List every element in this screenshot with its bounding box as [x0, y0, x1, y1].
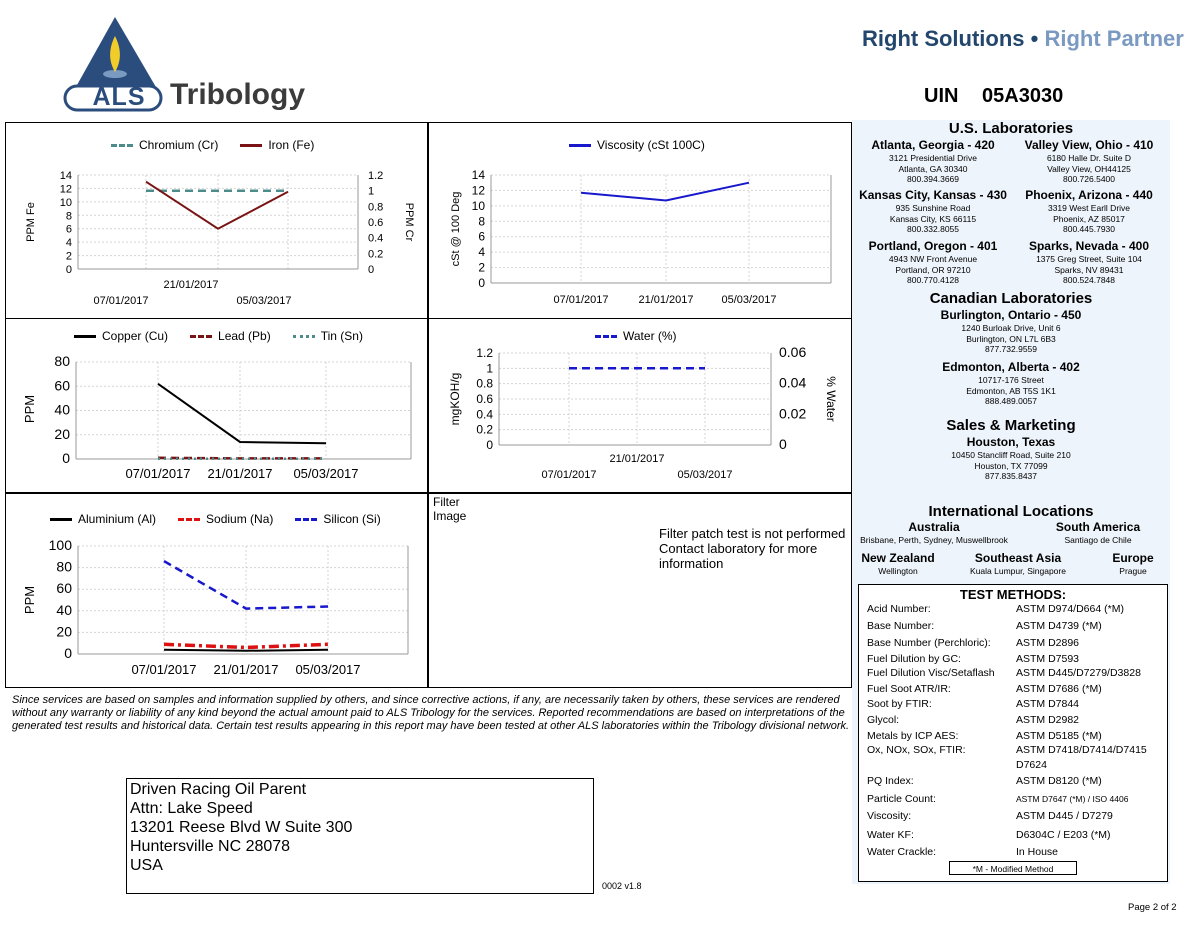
- right-tick-label: 0.02: [779, 405, 807, 422]
- intl-sub: Santiago de Chile: [1064, 535, 1132, 545]
- lab-title: Kansas City, Kansas - 430: [859, 188, 1007, 202]
- test-method-name: Water KF:: [867, 829, 914, 841]
- filter-label-line1: Filter: [433, 495, 460, 509]
- chart-svg: [429, 319, 850, 491]
- y-tick-label: 0: [478, 276, 485, 290]
- intl-title: New Zealand: [861, 551, 935, 565]
- chart-svg: [429, 123, 850, 317]
- lab-city: Valley View, OH44125: [1047, 163, 1131, 174]
- test-methods-title: TEST METHODS:: [959, 587, 1067, 602]
- lab-street: 1375 Greg Street, Suite 104: [1036, 254, 1142, 264]
- y-axis-title: PPM: [22, 585, 37, 615]
- lab-title: Burlington, Ontario - 450: [940, 308, 1082, 322]
- y-tick-label: 0.8: [476, 376, 493, 391]
- test-method-standard: D6304C / E203 (*M): [1016, 829, 1111, 841]
- tagline-separator: •: [1030, 26, 1039, 51]
- lab-title: Valley View, Ohio - 410: [1024, 138, 1154, 152]
- y-tick-label: 12: [59, 183, 72, 196]
- y-tick-label: 14: [471, 168, 485, 182]
- test-method-name: Acid Number:: [867, 603, 931, 615]
- test-method-standard: ASTM D974/D664 (*M): [1016, 603, 1124, 615]
- lab-city: Burlington, ON L7L 6B3: [966, 333, 1056, 344]
- modified-method-note: *M - Modified Method: [949, 861, 1077, 875]
- y-tick-label: 6: [65, 223, 72, 236]
- lab-title: Phoenix, Arizona - 440: [1025, 188, 1153, 202]
- us-labs-heading: U.S. Laboratories: [948, 120, 1074, 137]
- test-method-standard: ASTM D7418/D7414/D7415 D7624: [1016, 744, 1147, 771]
- y-tick-label: 0.2: [476, 422, 493, 437]
- chart-panel-viscosity: [428, 122, 852, 319]
- y-axis-title: PPM: [22, 394, 37, 424]
- als-logo: [60, 14, 350, 118]
- intl-australia: [854, 520, 1014, 546]
- test-method-standard: ASTM D4739 (*M): [1016, 620, 1102, 632]
- chart-panel-water: [428, 318, 852, 493]
- x-tick-label: 05/03/2017: [677, 469, 733, 481]
- y-tick-label: 80: [56, 558, 72, 575]
- y-tick-label: 20: [56, 623, 72, 640]
- uin: [924, 85, 1063, 108]
- y-tick-label: 1.2: [476, 346, 493, 360]
- lab-city: Sparks, NV 89431: [1054, 264, 1124, 275]
- x-tick-label: 21/01/2017: [213, 662, 279, 677]
- right-tick-label: 1: [368, 185, 375, 198]
- y-axis-title: cSt @ 100 Deg: [450, 191, 462, 267]
- lab-street: 3319 West Earll Drive: [1047, 203, 1131, 213]
- legend-label: Lead (Pb): [218, 329, 271, 343]
- sales-street: 10450 Stancliff Road, Suite 210: [951, 450, 1071, 460]
- y-tick-label: 0.4: [476, 407, 493, 422]
- legend-label: Iron (Fe): [268, 138, 315, 152]
- y-tick-label: 40: [56, 601, 72, 618]
- test-method-name: Base Number (Perchloric):: [867, 637, 991, 649]
- intl-sub: Brisbane, Perth, Sydney, Muswellbrook: [860, 535, 1008, 545]
- lab-street: 3121 Presidential Drive: [889, 153, 977, 163]
- sales-heading: Sales & Marketing: [946, 417, 1076, 434]
- legend-label: Sodium (Na): [206, 512, 274, 526]
- test-method-name: Fuel Dilution Visc/Setaflash: [867, 667, 995, 679]
- chart-svg: [6, 123, 426, 317]
- intl-new-zealand: [856, 551, 940, 577]
- x-tick-label: 05/03/2017: [236, 295, 292, 307]
- test-method-name: Viscosity:: [867, 810, 912, 822]
- legend-label: Water (%): [623, 329, 677, 343]
- tagline-right-partner: Right Partner: [1044, 26, 1184, 51]
- y-tick-label: 100: [48, 537, 72, 553]
- lab-title: Portland, Oregon - 401: [868, 239, 998, 253]
- filter-label: [433, 495, 466, 523]
- x-tick-label: 05/03/2017: [721, 294, 777, 306]
- test-method-standard: ASTM D7844: [1016, 698, 1080, 710]
- x-tick-label: 05/03/2017: [295, 662, 361, 677]
- lab-phone: 800.394.3669: [907, 174, 959, 184]
- y-tick-label: 4: [65, 237, 72, 250]
- y-tick-label: 40: [54, 401, 70, 418]
- lab-phone: 800.445.7930: [1063, 224, 1115, 234]
- chart-svg: [6, 319, 426, 491]
- intl-south-america: [1028, 520, 1168, 546]
- lab-city: Edmonton, AB T5S 1K1: [966, 385, 1056, 396]
- right-tick-label: 0.4: [368, 232, 384, 245]
- chart-panel-chrome-iron: [5, 122, 428, 319]
- test-method-standard: ASTM D7647 (*M) / ISO 4406: [1016, 794, 1129, 804]
- lab-sparks: [1014, 239, 1164, 286]
- sales-city: Houston, TX 77099: [974, 460, 1048, 471]
- address-line: Attn: Lake Speed: [130, 800, 253, 817]
- y-tick-label: 8: [65, 210, 72, 223]
- test-method-name: Fuel Dilution by GC:: [867, 653, 961, 665]
- series-line-silicon-si: [164, 561, 328, 609]
- lab-phone: 800.770.4128: [907, 275, 959, 285]
- legend-label: Viscosity (cSt 100C): [597, 138, 705, 152]
- x-tick-label: 07/01/2017: [131, 662, 197, 677]
- tagline-right-solutions: Right Solutions: [862, 26, 1025, 51]
- y-tick-label: 0: [62, 450, 70, 466]
- legend-label: Copper (Cu): [102, 329, 169, 343]
- address-line: 13201 Reese Blvd W Suite 300: [130, 819, 353, 836]
- filter-message: Filter patch test is not performed Contact laboratory for more information: [659, 526, 846, 571]
- y-tick-label: 0.6: [476, 392, 493, 406]
- y-axis-title: PPM Fe: [25, 202, 37, 242]
- brand-name: Tribology: [170, 78, 305, 111]
- lab-phone: 800.726.5400: [1063, 174, 1115, 184]
- intl-sub: Prague: [1119, 566, 1147, 576]
- y-tick-label: 8: [478, 214, 485, 229]
- test-method-name: Particle Count:: [867, 793, 936, 805]
- y-tick-label: 2: [65, 250, 72, 263]
- lab-city: Atlanta, GA 30340: [898, 163, 968, 174]
- mailing-address: [126, 778, 594, 894]
- x-tick-label: 07/01/2017: [541, 469, 597, 481]
- lab-atlanta: [858, 138, 1008, 185]
- sales-phone: 877.835.8437: [985, 471, 1037, 481]
- intl-europe: [1102, 551, 1164, 577]
- tagline: [862, 26, 1184, 52]
- address-line: USA: [130, 857, 163, 874]
- lab-city: Portland, OR 97210: [895, 264, 971, 275]
- lab-street: 935 Sunshine Road: [895, 203, 971, 213]
- chart-svg: [6, 494, 426, 686]
- lab-street: 6180 Halle Dr. Suite D: [1046, 153, 1132, 163]
- y-tick-label: 4: [478, 245, 485, 260]
- lab-title: Sparks, Nevada - 400: [1028, 239, 1150, 253]
- intl-sub: Wellington: [878, 566, 918, 576]
- lab-title: Atlanta, Georgia - 420: [871, 138, 995, 152]
- sales-houston: [912, 435, 1110, 482]
- test-method-name: PQ Index:: [867, 775, 914, 787]
- intl-sub: Kuala Lumpur, Singapore: [970, 566, 1066, 576]
- logo-letters: ALS: [92, 83, 146, 111]
- lab-kansas-city: [856, 188, 1010, 235]
- test-method-standard: ASTM D445/D7279/D3828: [1016, 667, 1141, 679]
- legend-label: Aluminium (Al): [78, 512, 157, 526]
- test-method-name: Base Number:: [867, 620, 935, 632]
- canadian-labs-heading: Canadian Laboratories: [929, 290, 1093, 307]
- lab-city: Phoenix, AZ 85017: [1053, 213, 1125, 224]
- filter-panel: [428, 493, 852, 688]
- test-method-standard: ASTM D2896: [1016, 637, 1080, 649]
- y-tick-label: 80: [54, 353, 70, 369]
- test-method-standard: ASTM D5185 (*M): [1016, 730, 1102, 742]
- disclaimer: Since services are based on samples and information supplied by others, and since corrective actions, if any, are necessarily taken by others, these services are rendered without any warranty or liability of any kind beyond the actual amount paid to ALS Tribology for the services. Reported recommendations are based on interpretations of the generated test results and historical data. Certain test results appearing in this report may have been tested at other ALS laboratories within the Tribology divisional network.: [12, 694, 850, 732]
- y-tick-label: 0: [65, 264, 72, 276]
- lab-street: 10717-176 Street: [978, 375, 1044, 385]
- lab-valley-view: [1014, 138, 1164, 185]
- intl-title: South America: [1055, 520, 1141, 534]
- lab-burlington: [912, 308, 1110, 355]
- y-tick-label: 2: [478, 260, 485, 275]
- y-tick-label: 10: [471, 198, 485, 213]
- address-line: Huntersville NC 28078: [130, 838, 291, 855]
- x-tick-label: 07/01/2017: [553, 294, 609, 306]
- test-method-name: Glycol:: [867, 714, 900, 726]
- right-tick-label: 0.2: [368, 248, 384, 261]
- sales-title: Houston, Texas: [966, 435, 1056, 449]
- chart-panel-al-na-si: [5, 493, 428, 688]
- y-tick-label: 6: [478, 229, 485, 244]
- chart-panel-copper-lead-tin: [5, 318, 428, 493]
- uin-label: UIN: [924, 85, 959, 107]
- y-tick-label: 60: [56, 580, 72, 597]
- intl-title: Europe: [1112, 551, 1154, 565]
- test-method-standard: ASTM D7686 (*M): [1016, 683, 1102, 695]
- version-code: 0002 v1.8: [602, 881, 642, 891]
- y-tick-label: 10: [59, 196, 72, 209]
- page-number: Page 2 of 2: [1128, 902, 1177, 913]
- right-tick-label: 0.8: [368, 201, 384, 214]
- x-tick-label: 21/01/2017: [163, 279, 219, 291]
- right-tick-label: 0.06: [779, 344, 807, 360]
- intl-heading: International Locations: [928, 503, 1094, 520]
- series-line-viscosity-cst-c: [581, 183, 749, 201]
- test-method-name: Ox, NOx, SOx, FTIR:: [867, 744, 966, 756]
- test-method-name: Metals by ICP AES:: [867, 730, 959, 742]
- test-method-standard: ASTM D2982: [1016, 714, 1080, 726]
- lab-city: Kansas City, KS 66115: [889, 213, 977, 224]
- x-tick-label: 07/01/2017: [93, 295, 149, 307]
- lab-phone: 800.332.8055: [907, 224, 959, 234]
- legend-label: Silicon (Si): [323, 512, 381, 526]
- right-axis-title: % Water: [824, 376, 838, 422]
- x-tick-label: 07/01/2017: [125, 466, 191, 481]
- x-tick-label: 21/01/2017: [638, 294, 694, 306]
- x-tick-label: 21/01/2017: [207, 466, 273, 481]
- intl-title: Australia: [908, 520, 960, 534]
- test-methods-box: [858, 584, 1168, 882]
- lab-phone: 888.489.0057: [985, 396, 1037, 406]
- lab-edmonton: [912, 360, 1110, 407]
- y-axis-title: mgKOH/g: [448, 372, 462, 426]
- y-tick-label: 0: [486, 438, 493, 452]
- intl-title: Southeast Asia: [974, 551, 1062, 565]
- legend-label: Chromium (Cr): [139, 138, 219, 152]
- right-axis-title: PPM Cr: [403, 202, 415, 242]
- y-tick-label: 12: [471, 183, 485, 198]
- x-tick-label: 21/01/2017: [609, 453, 665, 465]
- test-method-standard: ASTM D8120 (*M): [1016, 775, 1102, 787]
- address-line: Driven Racing Oil Parent: [130, 781, 307, 798]
- uin-value: 05A3030: [982, 85, 1064, 107]
- lab-street: 4943 NW Front Avenue: [888, 254, 978, 264]
- filter-label-line2: Image: [433, 509, 467, 523]
- intl-southeast-asia: [952, 551, 1084, 577]
- y-tick-label: 0: [64, 645, 72, 661]
- test-method-standard: ASTM D7593: [1016, 653, 1080, 665]
- test-method-standard: In House: [1016, 846, 1059, 858]
- y-tick-label: 60: [54, 377, 70, 394]
- y-tick-label: 14: [59, 170, 72, 182]
- lab-portland: [858, 239, 1008, 286]
- legend-label: Tin (Sn): [320, 329, 363, 343]
- test-method-name: Soot by FTIR:: [867, 698, 932, 710]
- right-tick-label: 0: [368, 264, 375, 276]
- right-tick-label: 0.6: [368, 217, 384, 229]
- y-tick-label: 20: [54, 425, 70, 442]
- y-tick-label: 1: [486, 361, 493, 376]
- test-method-name: Fuel Soot ATR/IR:: [867, 683, 951, 695]
- test-method-name: Water Crackle:: [867, 846, 937, 858]
- right-tick-label: 0.04: [779, 374, 807, 391]
- lab-title: Edmonton, Alberta - 402: [942, 360, 1080, 374]
- series-line-aluminium-al: [164, 650, 328, 651]
- x-tick-label: 05/03/2017: [293, 466, 359, 481]
- right-tick-label: 1.2: [368, 170, 384, 182]
- test-method-standard: ASTM D445 / D7279: [1016, 810, 1113, 822]
- right-tick-label: 0: [779, 436, 787, 452]
- lab-phoenix: [1014, 188, 1164, 235]
- lab-street: 1240 Burloak Drive, Unit 6: [961, 323, 1061, 333]
- lab-phone: 877.732.9559: [985, 344, 1037, 354]
- lab-phone: 800.524.7848: [1063, 275, 1115, 285]
